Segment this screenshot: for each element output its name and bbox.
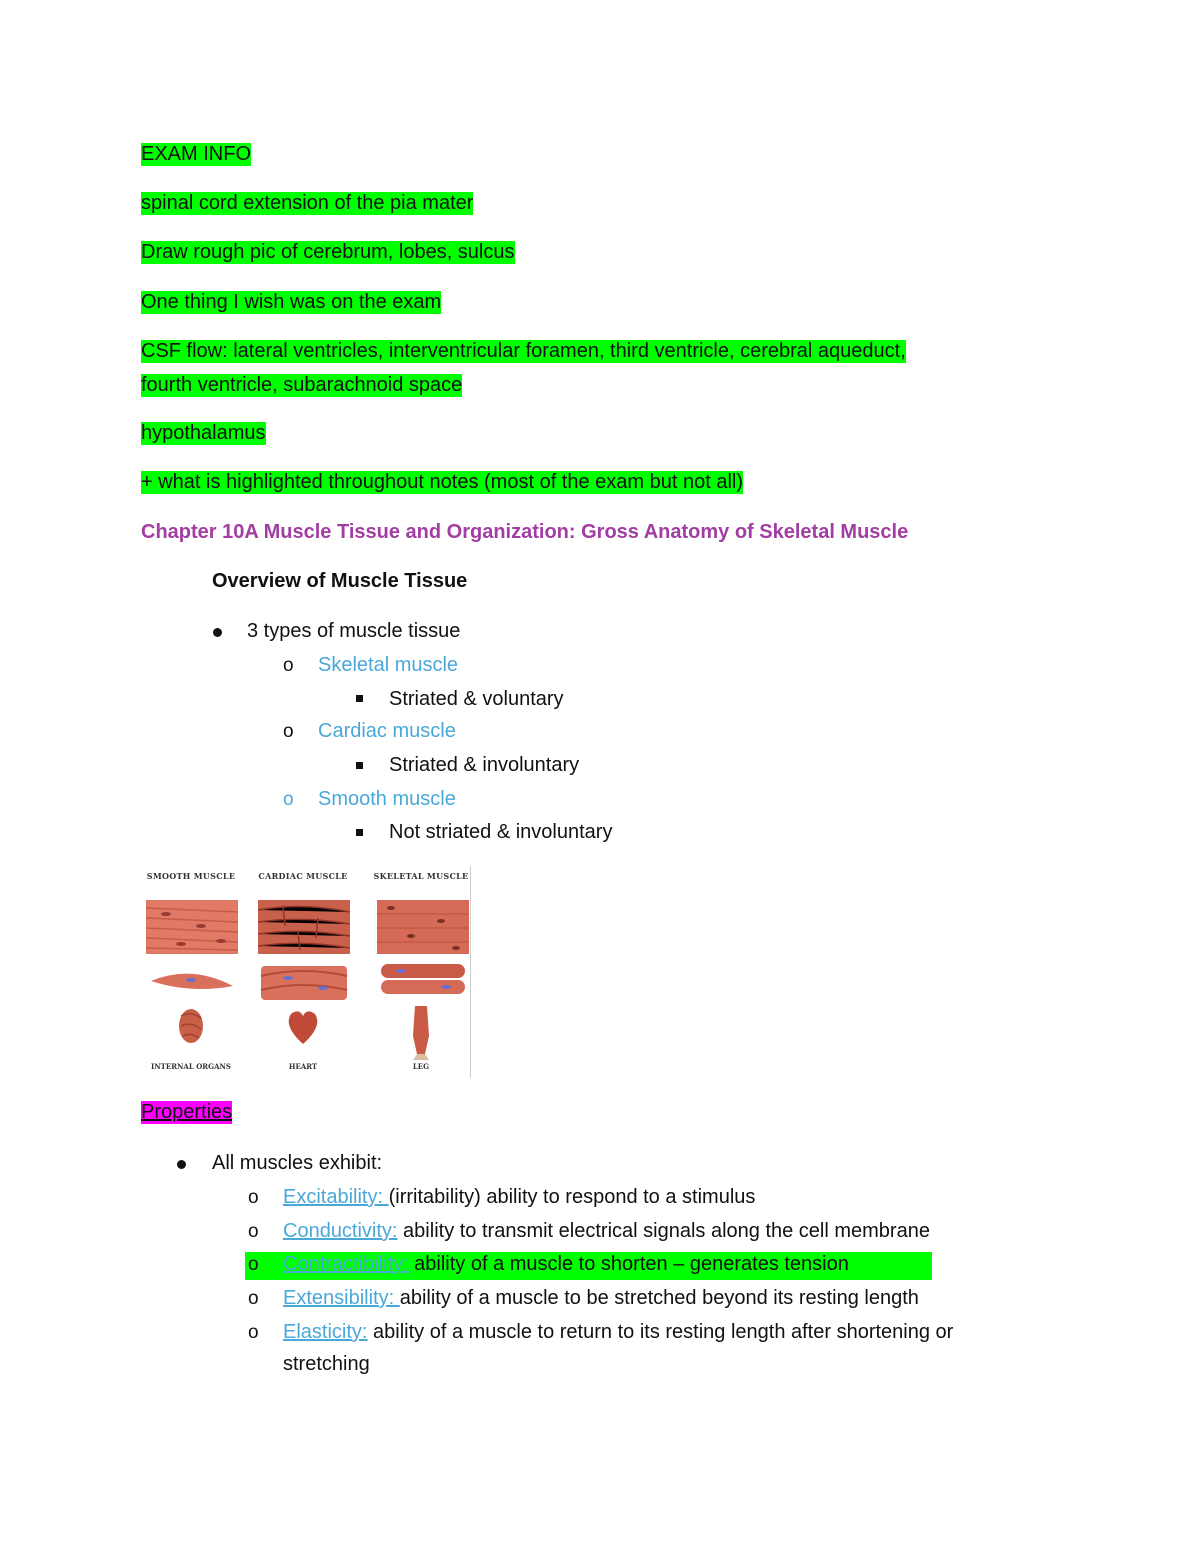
skeletal-muscle-illustration — [371, 866, 471, 1078]
property-desc: ability of a muscle to return to its resting length after shortening or — [367, 1321, 954, 1343]
bullet-circle: o — [248, 1288, 259, 1309]
property-desc: ability of a muscle to be stretched beyond its resting length — [399, 1287, 919, 1309]
figure-column-skeletal — [371, 866, 471, 1078]
bullet-circle: o — [283, 721, 294, 742]
figure-column-cardiac — [253, 866, 353, 1078]
bullet-circle: o — [283, 789, 294, 810]
exam-item: One thing I wish was on the exam — [141, 291, 442, 313]
muscle-type-cardiac: Cardiac muscle — [318, 720, 456, 742]
smooth-muscle-illustration — [141, 866, 241, 1078]
bullet-circle: o — [248, 1221, 259, 1242]
exam-item: Draw rough pic of cerebrum, lobes, sulcus — [141, 241, 515, 263]
muscle-type-smooth: Smooth muscle — [318, 788, 456, 810]
muscle-type-desc: Striated & voluntary — [389, 688, 564, 710]
properties-heading: Properties — [141, 1101, 233, 1123]
muscle-type-desc: Striated & involuntary — [389, 754, 580, 776]
overview-heading: Overview of Muscle Tissue — [212, 570, 468, 592]
figure-column-head: SKELETAL MUSCLE — [373, 871, 469, 881]
property-item — [283, 1186, 755, 1209]
bullet-circle: o — [248, 1322, 259, 1343]
property-desc: (irritability) ability to respond to a stimulus — [388, 1186, 756, 1208]
bullet-dot — [177, 1160, 186, 1169]
figure-column-foot: LEG — [412, 1062, 430, 1071]
bullet-circle: o — [283, 655, 294, 676]
chapter-title: Chapter 10A Muscle Tissue and Organization: Gross Anatomy of Skeletal Muscle — [141, 521, 909, 543]
muscle-types-figure — [141, 866, 471, 1078]
exam-item: CSF flow: lateral ventricles, interventricular foramen, third ventricle, cerebral aqueduct, — [141, 340, 906, 362]
property-item — [283, 1321, 953, 1344]
exam-info-title: EXAM INFO — [141, 143, 252, 165]
property-term-link[interactable]: Elasticity: — [283, 1321, 368, 1343]
property-desc: ability to transmit electrical signals along the cell membrane — [397, 1220, 930, 1242]
exam-item: + what is highlighted throughout notes (most of the exam but not all) — [141, 471, 744, 493]
figure-column-foot: INTERNAL ORGANS — [150, 1062, 231, 1071]
cardiac-muscle-illustration — [253, 866, 353, 1078]
property-term-link[interactable]: Excitability: — [283, 1186, 389, 1208]
property-term-link[interactable]: Conductivity: — [283, 1220, 398, 1242]
property-continuation: stretching — [283, 1353, 370, 1375]
bullet-circle: o — [248, 1254, 259, 1275]
figure-column-head: SMOOTH MUSCLE — [146, 871, 236, 881]
property-item — [283, 1253, 849, 1276]
figure-column-head: CARDIAC MUSCLE — [258, 871, 348, 881]
properties-bullet: All muscles exhibit: — [212, 1152, 383, 1174]
muscle-type-desc: Not striated & involuntary — [389, 821, 613, 843]
bullet-square — [356, 829, 363, 836]
property-desc: ability of a muscle to shorten – generates tension — [408, 1253, 849, 1275]
bullet-square — [356, 762, 363, 769]
figure-column-foot: HEART — [288, 1062, 318, 1071]
muscle-type-skeletal: Skeletal muscle — [318, 654, 459, 676]
figure-column-smooth — [141, 866, 241, 1078]
bullet-circle: o — [248, 1187, 259, 1208]
overview-bullet: 3 types of muscle tissue — [247, 620, 461, 642]
property-item — [283, 1287, 919, 1310]
property-term-link[interactable]: Extensibility: — [283, 1287, 400, 1309]
exam-item: spinal cord extension of the pia mater — [141, 192, 474, 214]
bullet-dot — [213, 628, 222, 637]
property-term-link[interactable]: Contractibility: — [283, 1253, 409, 1275]
bullet-square — [356, 695, 363, 702]
property-item — [283, 1220, 930, 1243]
exam-item: hypothalamus — [141, 422, 266, 444]
exam-item: fourth ventricle, subarachnoid space — [141, 374, 463, 396]
